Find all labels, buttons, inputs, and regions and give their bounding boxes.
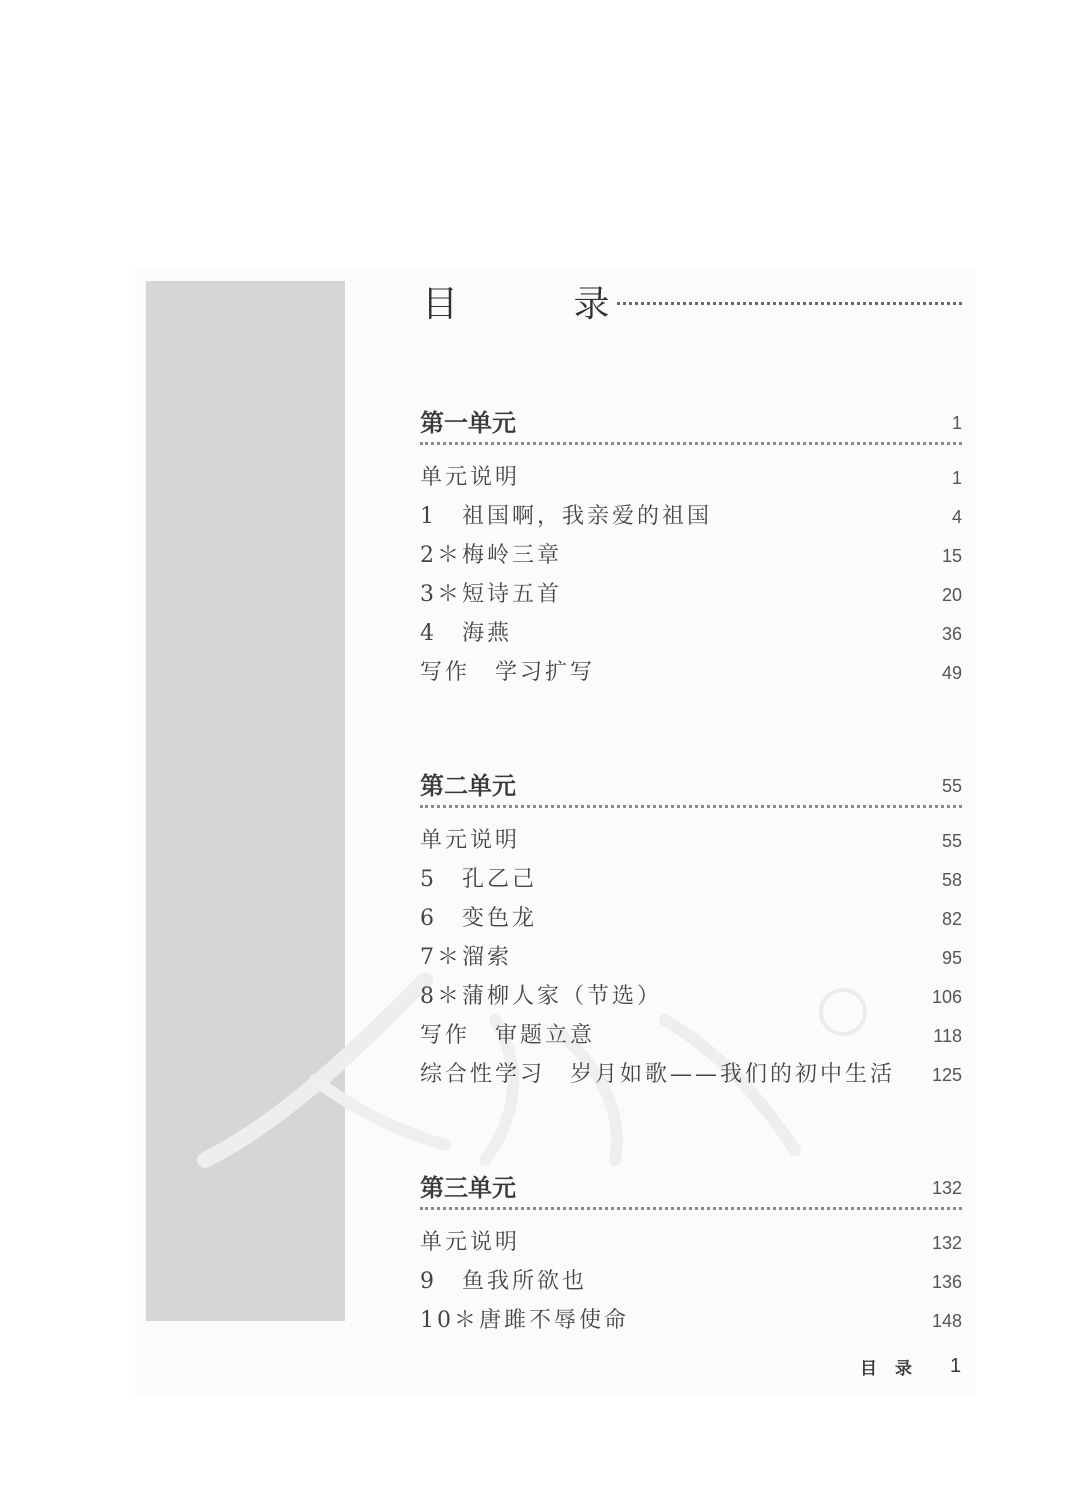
toc-entry[interactable] [420, 1055, 962, 1089]
footer-page-number: 1 [950, 1355, 962, 1377]
unit-title: 第三单元 [420, 1172, 516, 1202]
unit-page-number: 1 [951, 412, 962, 433]
toc-entry[interactable] [420, 1262, 962, 1296]
unit-header-3[interactable] [420, 1163, 962, 1210]
entry-page-number: 15 [941, 545, 962, 566]
toc-entry[interactable] [420, 977, 962, 1011]
toc-entry[interactable] [420, 614, 962, 648]
toc-entry[interactable] [420, 653, 962, 687]
entry-title: 单元说明 [420, 464, 521, 490]
toc-entry[interactable] [420, 536, 962, 570]
toc-entry[interactable] [420, 497, 962, 531]
toc-entry[interactable] [420, 458, 962, 492]
toc-entry[interactable] [420, 821, 962, 855]
entry-page-number: 106 [931, 986, 962, 1007]
toc-entry[interactable] [420, 860, 962, 894]
toc-entry[interactable] [420, 938, 962, 972]
entry-page-number: 125 [931, 1064, 962, 1085]
footer-label: 目录 [860, 1359, 930, 1379]
toc-entry[interactable] [420, 1301, 962, 1335]
toc-title [422, 276, 962, 326]
entry-title: 3＊短诗五首 [420, 581, 562, 607]
unit-page-number: 55 [941, 775, 962, 796]
entry-title: 9 鱼我所欲也 [420, 1268, 587, 1294]
entry-page-number: 118 [933, 1025, 962, 1046]
entry-title: 5 孔乙己 [420, 866, 537, 892]
entry-title: 写作 学习扩写 [420, 659, 596, 685]
entry-title: 综合性学习 岁月如歌——我们的初中生活 [420, 1061, 896, 1087]
entry-page-number: 136 [931, 1271, 962, 1292]
toc-entry[interactable] [420, 899, 962, 933]
entry-page-number: 132 [931, 1232, 962, 1253]
side-panel [146, 281, 345, 1321]
entry-page-number: 95 [941, 947, 962, 968]
toc-entry[interactable] [420, 1223, 962, 1257]
entry-page-number: 82 [941, 908, 962, 929]
entry-title: 单元说明 [420, 1229, 521, 1255]
entry-title: 单元说明 [420, 827, 521, 853]
entry-title: 写作 审题立意 [420, 1022, 596, 1048]
toc-title-leader [617, 302, 962, 305]
entry-page-number: 49 [941, 662, 962, 683]
entry-page-number: 4 [951, 506, 962, 527]
page-footer [860, 1354, 961, 1379]
entry-title: 7＊溜索 [420, 944, 512, 970]
entry-page-number: 1 [951, 467, 962, 488]
entry-page-number: 58 [941, 869, 962, 890]
unit-title: 第一单元 [420, 407, 516, 437]
entry-title: 1 祖国啊，我亲爱的祖国 [420, 503, 712, 529]
entry-page-number: 36 [941, 623, 962, 644]
entry-title: 8＊蒲柳人家（节选） [420, 983, 662, 1009]
entry-title: 2＊梅岭三章 [420, 542, 562, 568]
entry-title: 4 海燕 [420, 620, 512, 646]
entry-page-number: 20 [941, 584, 962, 605]
toc-entry[interactable] [420, 1016, 962, 1050]
entry-page-number: 55 [941, 830, 962, 851]
toc-entry[interactable] [420, 575, 962, 609]
entry-title: 10＊唐雎不辱使命 [420, 1307, 629, 1333]
entry-page-number: 148 [931, 1310, 962, 1331]
unit-page-number: 132 [931, 1177, 962, 1198]
unit-title: 第二单元 [420, 770, 516, 800]
unit-header-1[interactable] [420, 398, 962, 445]
unit-header-2[interactable] [420, 761, 962, 808]
entry-title: 6 变色龙 [420, 905, 537, 931]
toc-title-text: 目 录 [422, 283, 662, 325]
